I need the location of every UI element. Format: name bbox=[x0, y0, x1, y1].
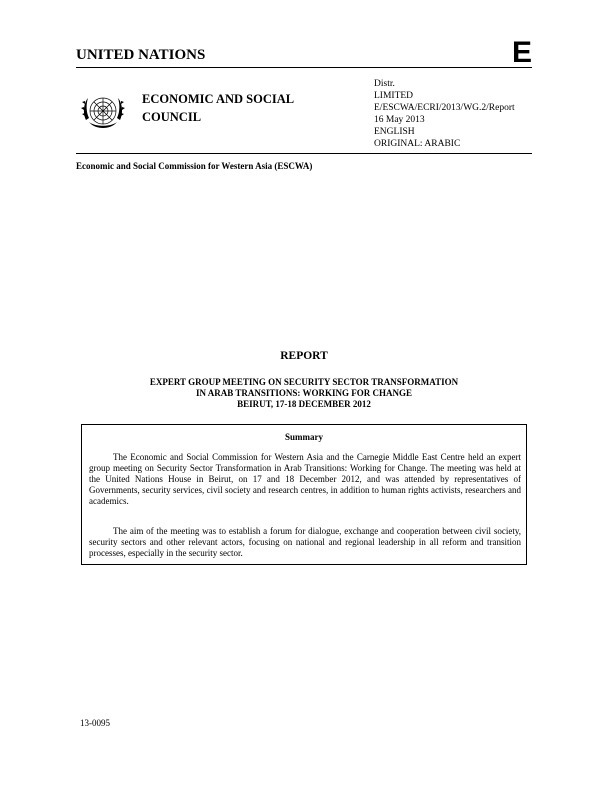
original-language: ORIGINAL: ARABIC bbox=[374, 139, 461, 149]
summary-paragraph bbox=[89, 452, 521, 507]
language-mark: E bbox=[512, 36, 533, 69]
meeting-title-line: IN ARAB TRANSITIONS: WORKING FOR CHANGE bbox=[196, 388, 412, 398]
divider-rule bbox=[76, 153, 532, 154]
document-language: ENGLISH bbox=[374, 127, 415, 137]
commission-name: Economic and Social Commission for Western Asia (ESCWA) bbox=[76, 161, 313, 171]
meeting-title bbox=[76, 377, 532, 410]
distribution-line: LIMITED bbox=[374, 91, 414, 101]
council-line: ECONOMIC AND SOCIAL bbox=[142, 92, 295, 106]
summary-paragraph-text: The Economic and Social Commission for Western Asia and the Carnegie Middle East Centre held an expert group meeting on Security Sector Transformation in Arab Transitions: Working for Change. The meeting was held at the United Nations House in Beirut, on 17 and 18 December 2012, and was attended by representatives of Governments, security services, civil society and research centres, in addition to human rights activists, researchers and academics. bbox=[89, 452, 521, 506]
council-name bbox=[142, 90, 294, 126]
summary-paragraph bbox=[89, 526, 521, 559]
document-number: 13-0095 bbox=[80, 718, 110, 728]
report-heading: REPORT bbox=[280, 350, 328, 362]
header-rule bbox=[76, 67, 532, 68]
summary-heading: Summary bbox=[285, 432, 323, 442]
document-date: 16 May 2013 bbox=[374, 115, 425, 125]
organization-title: UNITED NATIONS bbox=[76, 47, 206, 63]
un-emblem-icon bbox=[80, 90, 126, 136]
meeting-title-line: EXPERT GROUP MEETING ON SECURITY SECTOR TRANSFORMATION bbox=[149, 377, 459, 387]
distribution-block bbox=[374, 78, 515, 150]
council-line: COUNCIL bbox=[142, 110, 202, 124]
document-symbol: E/ESCWA/ECRI/2013/WG.2/Report bbox=[374, 103, 515, 113]
distribution-line: Distr. bbox=[374, 79, 395, 89]
meeting-place-date: BEIRUT, 17-18 DECEMBER 2012 bbox=[237, 399, 371, 409]
summary-paragraph-text: The aim of the meeting was to establish a forum for dialogue, exchange and cooperation between civil society, security sectors and other relevant actors, focusing on national and regional leadership in all reform and transition processes, especially in the security sector. bbox=[89, 526, 521, 558]
